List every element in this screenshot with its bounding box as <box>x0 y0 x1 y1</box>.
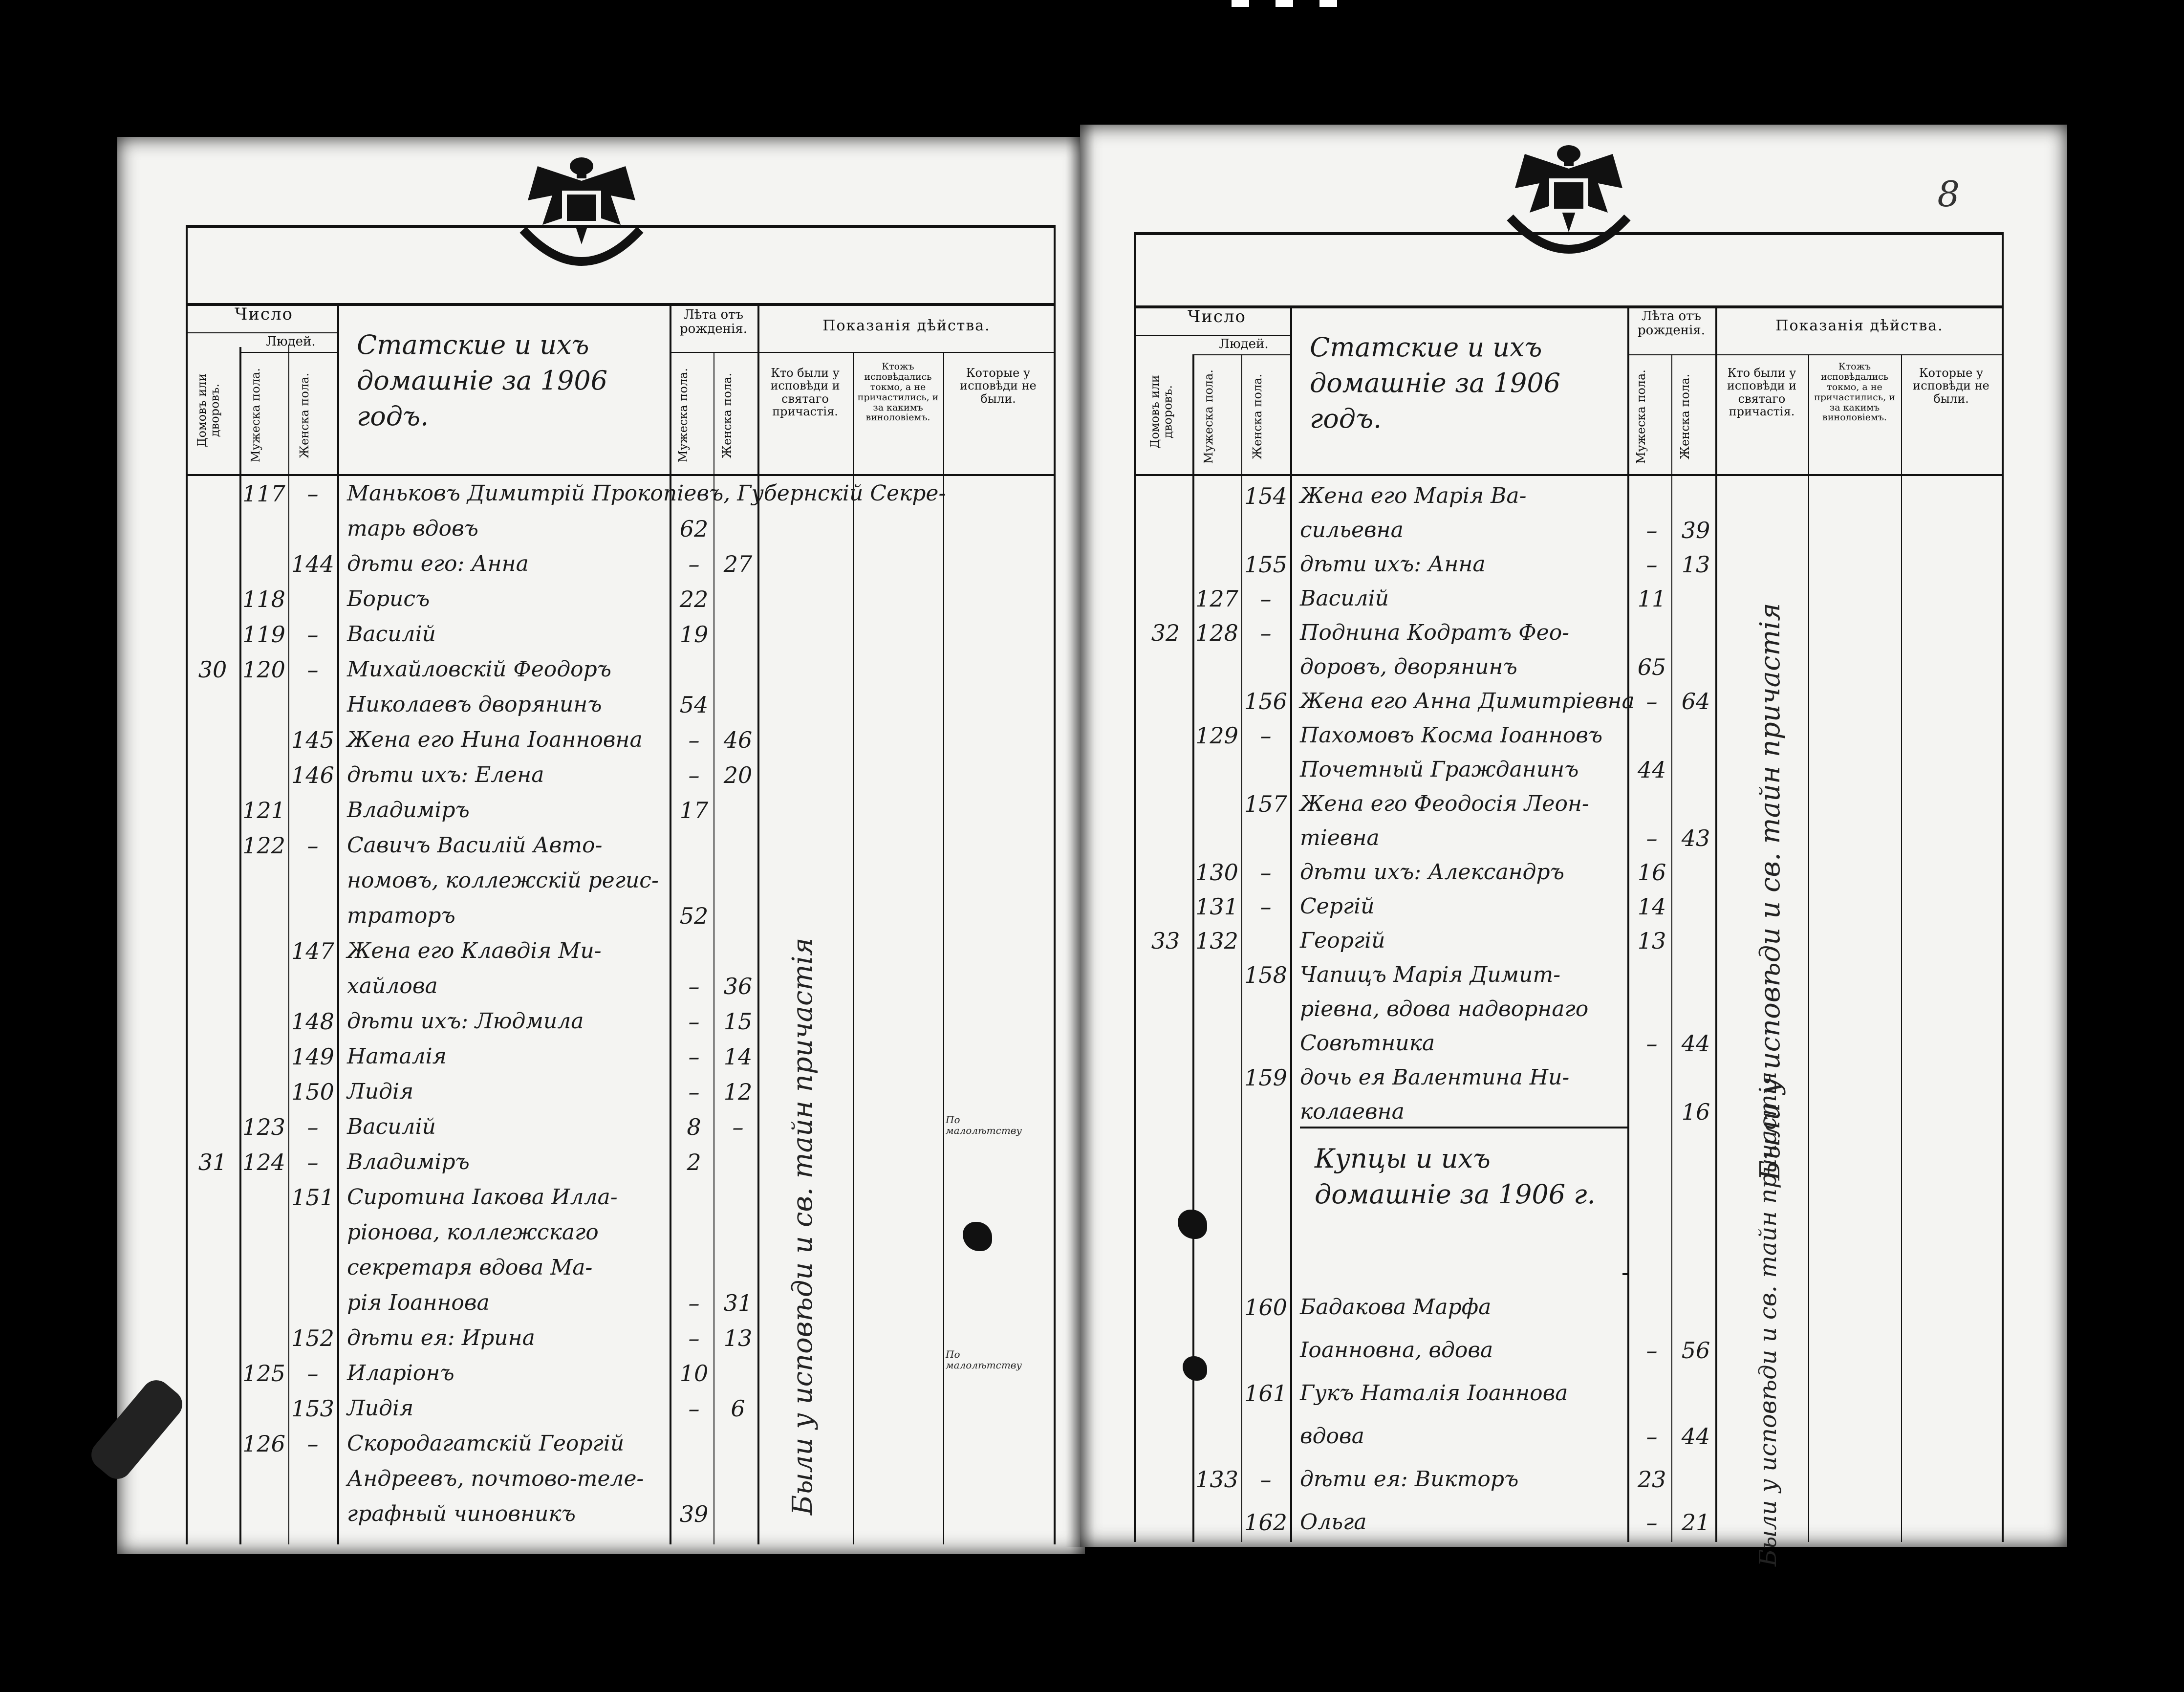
table-row <box>1080 926 2067 955</box>
cell-female-num: 158 <box>1244 962 1287 988</box>
cell-name: дѣти ихъ: Анна <box>1300 552 1486 577</box>
cell-name: тіевна <box>1300 825 1380 850</box>
cell-name: колаевна <box>1300 1099 1405 1124</box>
cell-male-num: 128 <box>1195 620 1238 646</box>
cell-name: Пахомовъ Косма Іоанновъ <box>1300 723 1603 748</box>
cell-age-male: 22 <box>679 586 709 612</box>
section-divider <box>1622 1273 1627 1275</box>
cell-name: Владиміръ <box>347 1150 470 1174</box>
cell-age-male: – <box>688 973 700 999</box>
cell-female-num: 151 <box>291 1184 334 1211</box>
header-line <box>1627 354 1715 355</box>
cell-dom: 31 <box>198 1149 227 1175</box>
cell-age-male: 52 <box>679 903 709 929</box>
cell-name: секретаря вдова Ма- <box>347 1255 593 1280</box>
cell-male-num: 121 <box>242 797 285 824</box>
cell-age-female: 31 <box>723 1290 753 1316</box>
left-side-note-2: По малолѣтству <box>946 1348 1022 1371</box>
cell-name: хайлова <box>347 974 438 998</box>
cell-female-num: – <box>307 1360 319 1387</box>
cell-age-male: – <box>688 1395 700 1422</box>
cell-name: доровъ, дворянинъ <box>1300 654 1517 679</box>
cell-age-male: – <box>1646 1030 1658 1057</box>
cell-age-male: – <box>688 551 700 577</box>
cell-male-num: 123 <box>242 1114 285 1140</box>
cell-male-num: 131 <box>1195 893 1238 920</box>
table-row <box>1080 687 2067 716</box>
cell-age-male: – <box>688 1043 700 1070</box>
cell-age-male: 39 <box>679 1501 709 1527</box>
cell-female-num: 144 <box>291 551 334 577</box>
cell-age-female: 46 <box>723 727 753 753</box>
cell-age-female: 12 <box>723 1079 753 1105</box>
cell-male-num: 118 <box>242 586 285 612</box>
cell-age-male: – <box>1646 1509 1658 1536</box>
cell-female-num: 150 <box>291 1079 334 1105</box>
header-line <box>757 352 1054 353</box>
cell-age-male: – <box>688 762 700 788</box>
cell-male-num: 126 <box>242 1431 285 1457</box>
table-row <box>1080 721 2067 750</box>
cell-name: Скородагатскій Георгій <box>347 1431 625 1456</box>
cell-dom: 30 <box>198 656 227 683</box>
ink-blot <box>1183 1356 1207 1381</box>
table-row <box>1080 1336 2067 1365</box>
cell-male-num: 132 <box>1195 928 1238 954</box>
cell-male-num: 117 <box>242 480 285 507</box>
cell-female-num: 160 <box>1244 1294 1287 1321</box>
table-row <box>117 1007 1085 1036</box>
table-row <box>1080 1422 2067 1451</box>
header-line <box>1715 354 2002 355</box>
cell-name: дѣти его: Анна <box>347 551 529 576</box>
table-row <box>117 655 1085 684</box>
header-line <box>239 352 337 353</box>
header-let: Лѣта отъ рожденія. <box>1638 309 1705 338</box>
cell-age-female: 6 <box>731 1395 745 1422</box>
cell-male-num: 119 <box>242 621 285 648</box>
cell-name: Савичъ Василій Авто- <box>347 833 603 858</box>
cell-age-female: 36 <box>723 973 753 999</box>
cell-age-male: 19 <box>679 621 709 648</box>
cell-male-num: 129 <box>1195 722 1238 749</box>
cell-male-num: 130 <box>1195 859 1238 886</box>
table-row <box>1080 1293 2067 1322</box>
header-zhen: Женска пола. <box>1251 373 1264 460</box>
header-lyudey: Людей. <box>1219 337 1269 351</box>
cell-age-female: 27 <box>723 551 753 577</box>
cell-name: Василій <box>347 1114 436 1139</box>
right-vertical-note-2: Были у исповѣди и св. тайн причастія <box>1754 1071 1782 1566</box>
cell-male-num: 133 <box>1195 1466 1238 1493</box>
table-row <box>117 796 1085 825</box>
cell-name: Георгій <box>1300 928 1385 953</box>
left-page <box>117 137 1085 1554</box>
cell-age-female: 44 <box>1681 1030 1710 1057</box>
header-kotorye: Которые у исповѣди не были. <box>1913 366 1989 406</box>
cell-female-num: 152 <box>291 1325 334 1351</box>
table-row <box>117 831 1085 860</box>
cell-age-male: 13 <box>1637 928 1666 954</box>
cell-age-male: 62 <box>679 516 709 542</box>
table-row <box>1080 1097 2067 1127</box>
cell-name: Ольга <box>1300 1510 1367 1535</box>
cell-age-female: 21 <box>1681 1509 1710 1536</box>
cell-age-male: 17 <box>679 797 709 824</box>
cell-name: сильевна <box>1300 518 1404 542</box>
header-line <box>670 352 757 353</box>
table-row <box>1080 1465 2067 1494</box>
cell-female-num: – <box>307 656 319 683</box>
cell-name: Почетный Гражданинъ <box>1300 757 1579 782</box>
cell-female-num: – <box>1260 1466 1272 1493</box>
cell-female-num: 159 <box>1244 1064 1287 1091</box>
film-mark <box>1319 0 1337 7</box>
cell-name: ріевна, вдова надворнаго <box>1300 997 1589 1021</box>
table-top-border <box>1134 232 2004 235</box>
header-domov: Домовъ или дворовъ. <box>195 373 222 448</box>
cell-female-num: 155 <box>1244 551 1287 578</box>
header-let: Лѣта отъ рожденія. <box>680 307 747 336</box>
header-line <box>186 332 337 333</box>
table-top-border <box>186 225 1056 228</box>
table-row <box>1080 618 2067 648</box>
table-row <box>1080 516 2067 545</box>
table-row <box>117 1429 1085 1458</box>
table-row <box>1080 584 2067 613</box>
cell-female-num: 156 <box>1244 688 1287 715</box>
table-row <box>1080 1029 2067 1058</box>
cell-female-num: – <box>1260 620 1272 646</box>
cell-name: Сиротина Іакова Илла- <box>347 1185 618 1210</box>
table-row <box>1080 824 2067 853</box>
cell-name: дѣти ея: Ирина <box>347 1325 535 1350</box>
left-vertical-note: Были у исповѣди и св. тайн причастія <box>787 937 819 1515</box>
cell-dom: 33 <box>1151 928 1180 954</box>
cell-name: дѣти ея: Викторъ <box>1300 1467 1519 1492</box>
table-row <box>117 1323 1085 1353</box>
imperial-eagle-emblem-icon <box>1495 134 1642 266</box>
table-row <box>1080 995 2067 1024</box>
header-zhen: Женска пола. <box>720 372 734 458</box>
ink-blot <box>1178 1210 1207 1239</box>
cell-female-num: – <box>1260 586 1272 612</box>
right-page <box>1080 125 2067 1566</box>
header-lyudey: Людей. <box>266 334 316 349</box>
table-row <box>1080 481 2067 511</box>
cell-age-female: 15 <box>723 1008 753 1035</box>
table-row <box>1080 550 2067 579</box>
cell-age-female: 13 <box>1681 551 1710 578</box>
cell-name: тарь вдовъ <box>347 516 478 541</box>
cell-age-male: – <box>1646 517 1658 543</box>
cell-name: рія Іоаннова <box>347 1290 490 1315</box>
table-row <box>117 549 1085 579</box>
film-mark <box>1232 0 1249 7</box>
cell-female-num: – <box>307 480 319 507</box>
table-row <box>117 1288 1085 1318</box>
cell-name: Сергій <box>1300 894 1375 919</box>
right-vertical-note-1: Были у исповѣди и св. тайн причастія <box>1754 603 1786 1180</box>
cell-name: Бадакова Марфа <box>1300 1295 1492 1320</box>
header-bottom-line <box>186 474 1056 476</box>
cell-male-num: 127 <box>1195 586 1238 612</box>
cell-name: Василій <box>347 622 436 647</box>
imperial-eagle-emblem-icon <box>508 147 655 279</box>
film-mark <box>1276 0 1293 7</box>
table-row <box>1080 789 2067 819</box>
header-kto-byli: Кто были у исповѣди и святаго причастія. <box>1727 366 1797 419</box>
cell-name: дѣти ихъ: Елена <box>347 762 544 787</box>
cell-male-num: 124 <box>242 1149 285 1175</box>
cell-female-num: 145 <box>291 727 334 753</box>
cell-female-num: – <box>307 1149 319 1175</box>
cell-female-num: – <box>307 1114 319 1140</box>
cell-female-num: – <box>1260 859 1272 886</box>
cell-age-male: – <box>1646 551 1658 578</box>
cell-name: Андреевъ, почтово-теле- <box>347 1466 644 1491</box>
cell-age-female: 43 <box>1681 825 1710 851</box>
cell-age-female: 20 <box>723 762 753 788</box>
header-line <box>1134 335 1290 336</box>
cell-male-num: 120 <box>242 656 285 683</box>
cell-female-num: – <box>1260 722 1272 749</box>
header-muzh: Мужеска пола. <box>249 368 262 463</box>
table-row <box>117 1148 1085 1177</box>
cell-name: графный чиновникъ <box>347 1501 576 1526</box>
cell-name: Николаевъ дворянинъ <box>347 692 602 717</box>
header-kto-byli: Кто были у исповѣди и святаго причастія. <box>770 366 840 419</box>
cell-age-male: – <box>688 1325 700 1351</box>
table-row <box>117 1464 1085 1494</box>
cell-female-num: 147 <box>291 938 334 964</box>
header-kotorye: Которые у исповѣди не были. <box>960 366 1037 406</box>
cell-age-male: – <box>1646 1337 1658 1364</box>
header-bottom-line <box>1134 474 2004 476</box>
cell-name: вдова <box>1300 1424 1364 1449</box>
table-row <box>117 1077 1085 1106</box>
header-muzh: Мужеска пола. <box>1202 369 1215 464</box>
cell-name: Іоанновна, вдова <box>1300 1338 1493 1363</box>
cell-age-male: – <box>688 1079 700 1105</box>
table-row <box>1080 652 2067 682</box>
cell-name: Жена его Клавдія Ми- <box>347 938 602 963</box>
cell-female-num: 153 <box>291 1395 334 1422</box>
cell-female-num: 149 <box>291 1043 334 1070</box>
cell-female-num: – <box>307 832 319 859</box>
cell-age-female: 16 <box>1681 1099 1710 1125</box>
cell-male-num: 122 <box>242 832 285 859</box>
cell-age-male: 14 <box>1637 893 1666 920</box>
cell-female-num: 154 <box>1244 483 1287 509</box>
header-ktozh: Ктожъ исповѣдались токмо, а не причастились, и за какимъ виноловіемъ. <box>857 361 939 423</box>
cell-age-female: 13 <box>723 1325 753 1351</box>
header-muzh: Мужеска пола. <box>1634 369 1648 464</box>
table-row <box>117 972 1085 1001</box>
header-zhen: Женска пола. <box>1678 373 1692 460</box>
cell-female-num: 148 <box>291 1008 334 1035</box>
header-muzh: Мужеска пола. <box>676 368 690 463</box>
right-section2-title: Купцы и ихъ домашніе за 1906 г. <box>1315 1143 1596 1210</box>
table-row <box>1080 1508 2067 1537</box>
header-zhen: Женска пола. <box>298 372 311 458</box>
cell-name: дѣти ихъ: Людмила <box>347 1009 584 1034</box>
cell-age-female: 14 <box>723 1043 753 1070</box>
cell-age-male: – <box>1646 825 1658 851</box>
cell-name: Михайловскій Феодоръ <box>347 657 612 682</box>
cell-name: Лидія <box>347 1396 414 1421</box>
cell-name: Поднина Кодратъ Фео- <box>1300 620 1570 645</box>
table-row <box>117 1183 1085 1212</box>
table-row <box>117 585 1085 614</box>
cell-female-num: – <box>307 1431 319 1457</box>
table-row <box>117 1042 1085 1071</box>
section-divider <box>1300 1127 1627 1128</box>
header-domov: Домовъ или дворовъ. <box>1148 375 1175 449</box>
cell-name: Жена его Марія Ва- <box>1300 483 1527 508</box>
table-row <box>117 514 1085 543</box>
table-row <box>117 760 1085 790</box>
cell-age-female: 56 <box>1681 1337 1710 1364</box>
table-row <box>117 725 1085 755</box>
cell-female-num: – <box>1260 893 1272 920</box>
table-row <box>117 866 1085 895</box>
table-row <box>117 936 1085 966</box>
header-chislo: Число <box>1187 307 1247 326</box>
table-row <box>117 1218 1085 1247</box>
cell-female-num: 157 <box>1244 791 1287 817</box>
cell-age-male: 2 <box>687 1149 701 1175</box>
cell-female-num: 161 <box>1244 1380 1287 1407</box>
cell-name: Маньковъ Димитрій Прокопіевъ, Губернскій Секре- <box>347 481 946 506</box>
cell-name: ріонова, коллежскаго <box>347 1220 599 1245</box>
cell-female-num: – <box>307 621 319 648</box>
table-row <box>117 901 1085 931</box>
table-row <box>117 1394 1085 1423</box>
cell-name: номовъ, коллежскій регис- <box>347 868 659 893</box>
cell-female-num: 162 <box>1244 1509 1287 1536</box>
cell-age-female: 39 <box>1681 517 1710 543</box>
right-section-title: Статские и ихъ домашніе за 1906 годъ. <box>1310 332 1561 434</box>
cell-age-male: 23 <box>1637 1466 1666 1493</box>
header-pokazaniya: Показанія дѣйства. <box>822 317 991 334</box>
cell-age-male: 54 <box>679 692 709 718</box>
cell-name: Борисъ <box>347 586 430 611</box>
cell-name: Жена его Нина Іоанновна <box>347 727 643 752</box>
table-row <box>117 620 1085 649</box>
cell-age-male: – <box>688 1008 700 1035</box>
cell-name: Жена его Феодосія Леон- <box>1300 791 1589 816</box>
cell-name: Наталія <box>347 1044 447 1069</box>
cell-age-male: 65 <box>1637 654 1666 680</box>
cell-age-male: 44 <box>1637 757 1666 783</box>
cell-age-male: 10 <box>679 1360 709 1387</box>
cell-male-num: 125 <box>242 1360 285 1387</box>
cell-age-male: 11 <box>1637 586 1666 612</box>
cell-name: Иларіонъ <box>347 1361 454 1386</box>
page-number: 8 <box>1937 174 1960 215</box>
cell-name: Василій <box>1300 586 1389 611</box>
cell-age-male: 8 <box>687 1114 701 1140</box>
cell-age-male: – <box>688 727 700 753</box>
table-row <box>1080 1063 2067 1092</box>
cell-name: Гукъ Наталія Іоаннова <box>1300 1381 1568 1406</box>
cell-age-female: 44 <box>1681 1423 1710 1450</box>
table-row <box>1080 1379 2067 1408</box>
cell-age-male: 16 <box>1637 859 1666 886</box>
cell-name: Лидія <box>347 1079 414 1104</box>
cell-age-female: 64 <box>1681 688 1710 715</box>
cell-age-male: – <box>1646 688 1658 715</box>
header-ktozh: Ктожъ исповѣдались токмо, а не причастились, и за какимъ виноловіемъ. <box>1814 361 1895 423</box>
header-pokazaniya: Показанія дѣйства. <box>1775 317 1944 334</box>
cell-name: траторъ <box>347 903 455 928</box>
cell-age-female: – <box>732 1114 744 1140</box>
table-row <box>1080 960 2067 990</box>
cell-name: Жена его Анна Димитріевна <box>1300 689 1635 714</box>
table-row <box>1080 892 2067 921</box>
cell-name: дочь ея Валентина Ни- <box>1300 1065 1570 1090</box>
header-line <box>1192 354 1290 355</box>
cell-age-male: – <box>688 1290 700 1316</box>
left-section-title: Статские и ихъ домашніе за 1906 годъ. <box>357 329 608 432</box>
cell-name: Чапицъ Марія Димит- <box>1300 962 1561 987</box>
cell-name: Совѣтника <box>1300 1031 1435 1056</box>
table-row <box>117 1112 1085 1142</box>
cell-name: дѣти ихъ: Александръ <box>1300 860 1564 885</box>
table-row <box>117 690 1085 719</box>
table-row <box>117 479 1085 508</box>
cell-age-male: – <box>1646 1423 1658 1450</box>
cell-female-num: 146 <box>291 762 334 788</box>
table-row <box>117 1359 1085 1388</box>
table-row <box>1080 755 2067 784</box>
table-row <box>117 1499 1085 1529</box>
cell-dom: 32 <box>1151 620 1180 646</box>
table-row <box>117 1253 1085 1282</box>
table-row <box>1080 858 2067 887</box>
cell-name: Владиміръ <box>347 798 470 823</box>
left-side-note-1: По малолѣтству <box>946 1114 1022 1136</box>
header-chislo: Число <box>234 304 294 324</box>
